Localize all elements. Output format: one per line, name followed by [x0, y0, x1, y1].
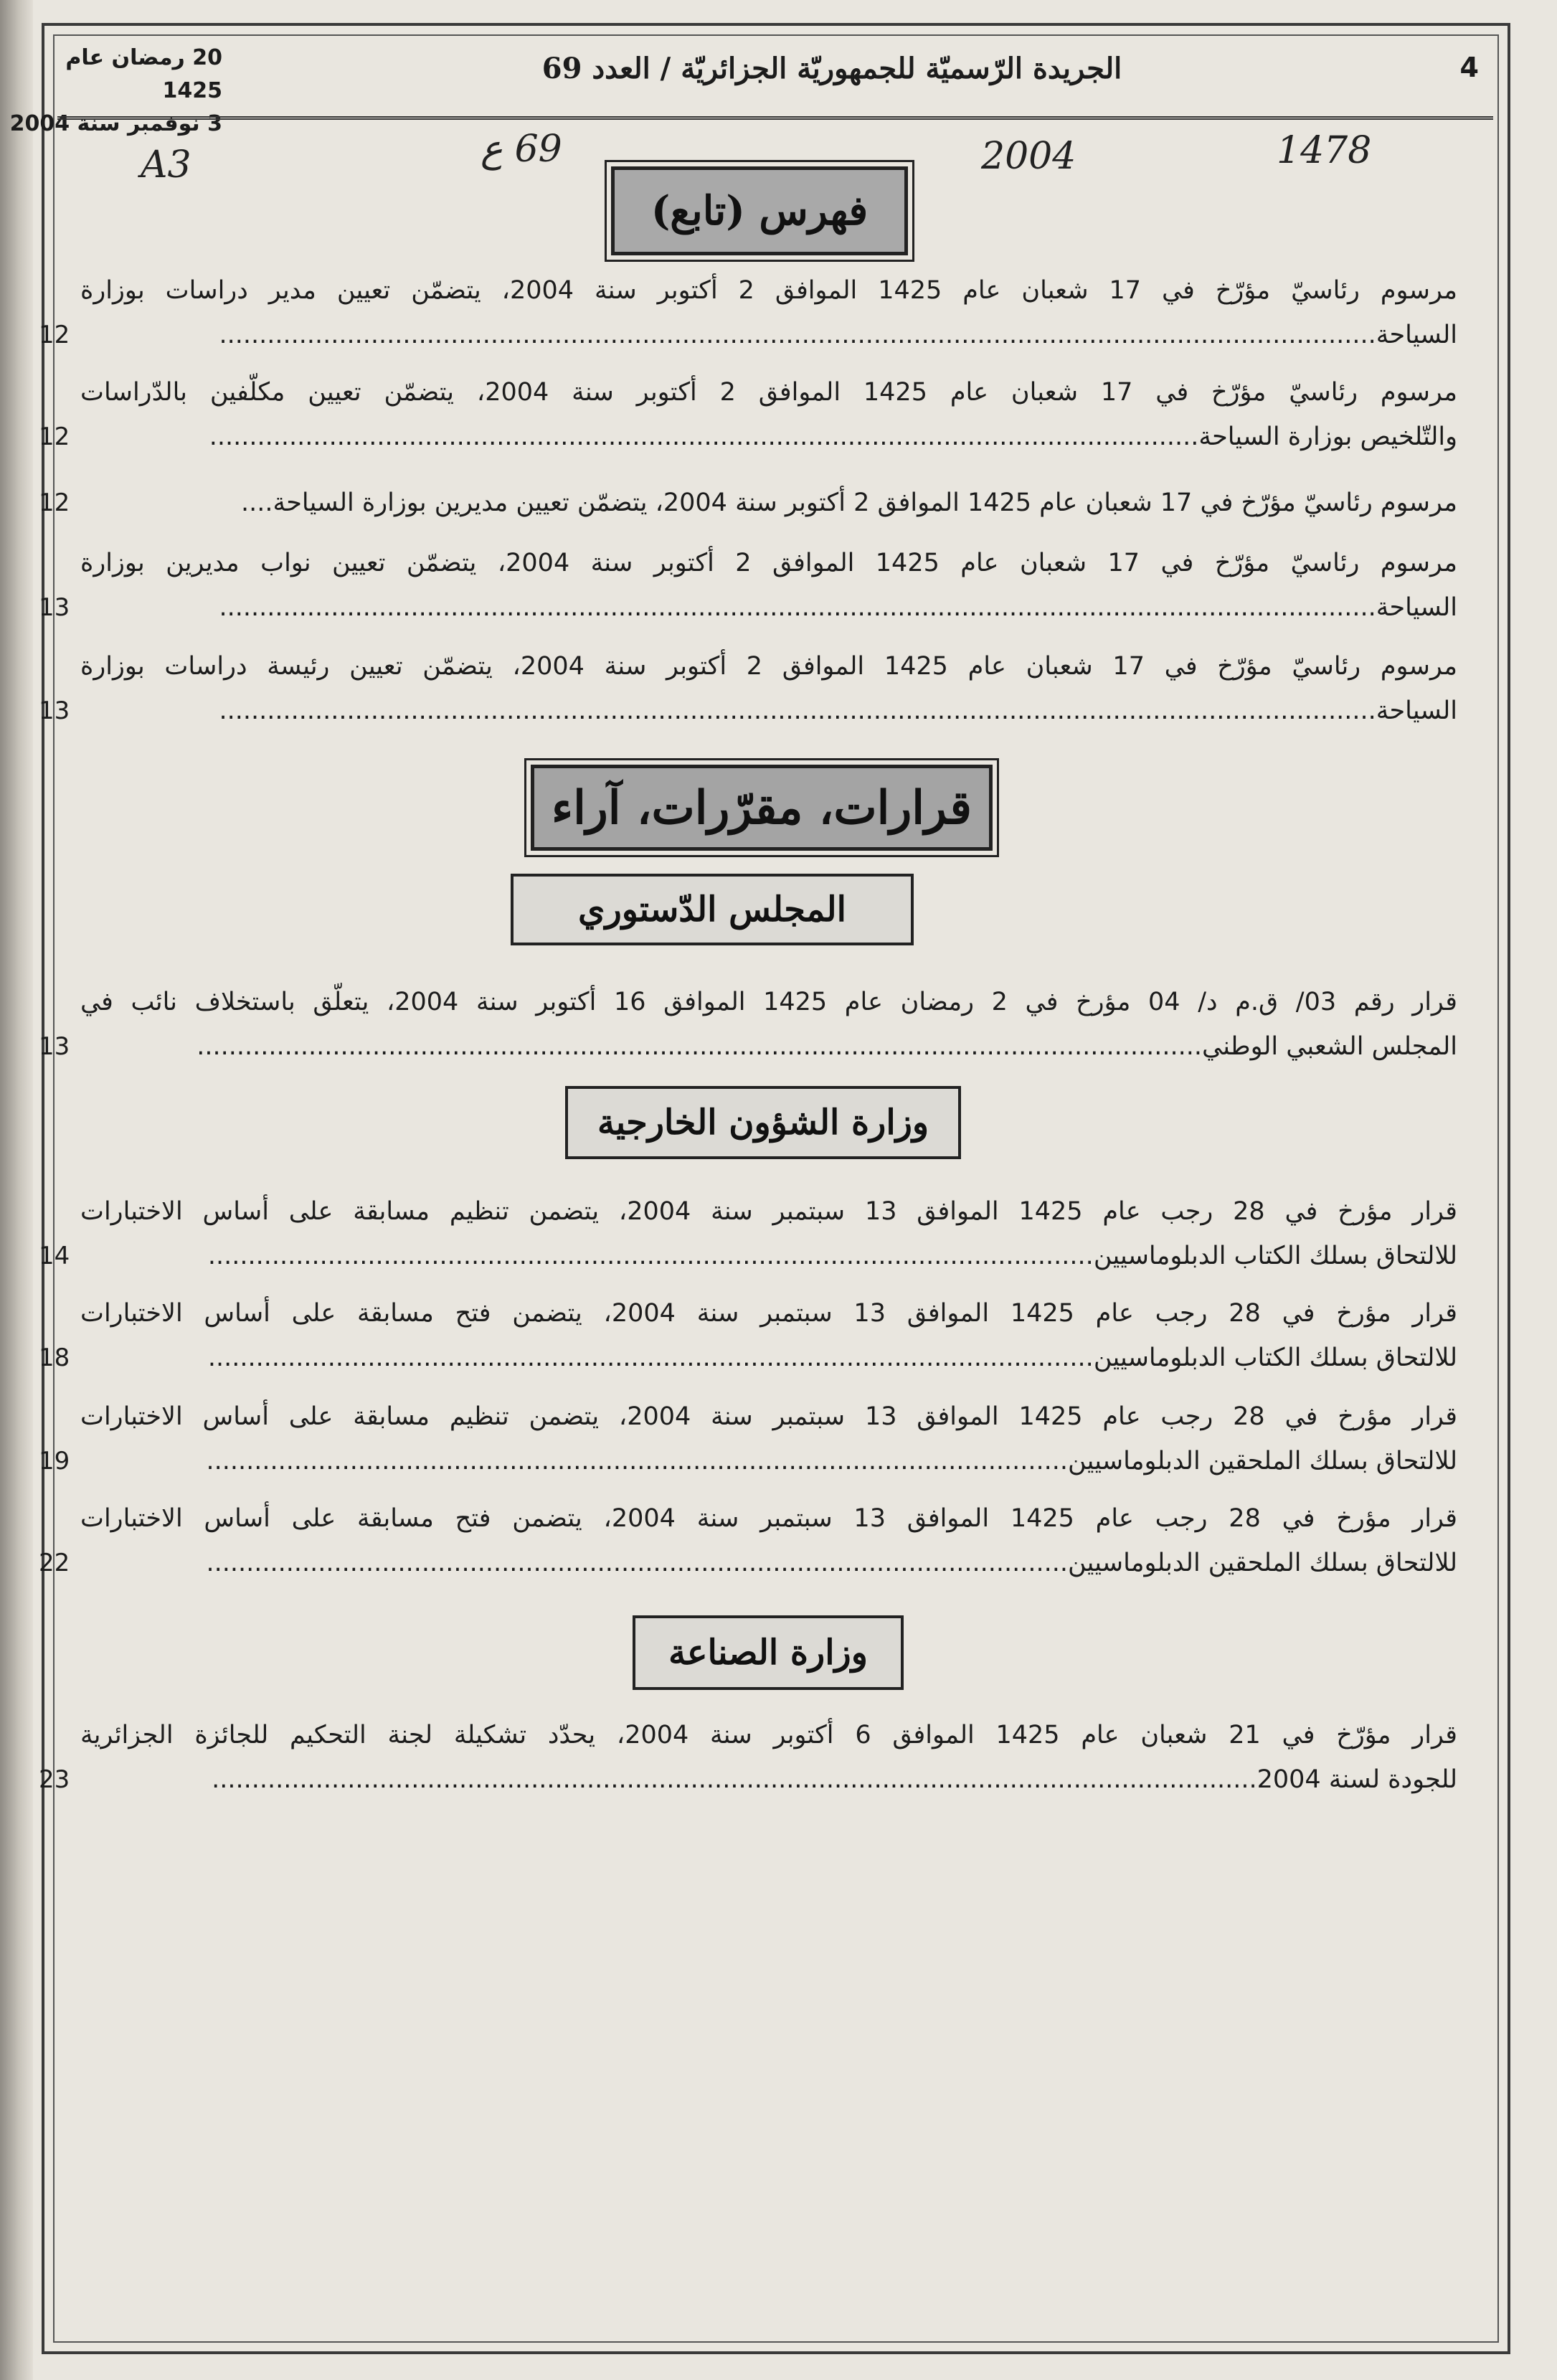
section-foreign-box [565, 1086, 961, 1159]
binding-spine [0, 0, 33, 2380]
entry-page: 14 [39, 1242, 70, 1270]
header-title: الجريدة الرّسميّة للجمهوريّة الجزائريّة / العدد 69 [541, 52, 1122, 85]
entry-line2-text: السياحة [1376, 593, 1457, 622]
entry-line2-text: المجلس الشعبي الوطني [1202, 1032, 1457, 1061]
leader-dots: ............................................................................................................ [206, 1549, 1068, 1577]
page-header [0, 42, 1557, 136]
header-page-number: 4 [1459, 52, 1479, 83]
index-title-box [611, 166, 908, 255]
handwritten-a3: A3 [141, 143, 191, 186]
leader-dots: .............................................................................................................................. [197, 1032, 1203, 1061]
entry-line1: قرار مؤرخ في 28 رجب عام 1425 الموافق 13 سبتمبر سنة 2004، يتضمن تنظيم مسابقة على أساس الاختبارات [80, 1197, 1458, 1226]
header-rule [57, 116, 1493, 120]
handwritten-year: 2004 [981, 135, 1076, 178]
section-industry-box [633, 1615, 904, 1690]
entry-line2 [197, 1029, 1457, 1064]
entry-line2 [208, 1238, 1457, 1274]
leader-dots: ................................................................................................................................... [212, 1765, 1257, 1794]
entry-line2-text: للالتحاق بسلك الكتاب الدبلوماسيين [1093, 1344, 1457, 1372]
entry-line1: قرار مؤرخ في 28 رجب عام 1425 الموافق 13 سبتمبر سنة 2004، يتضمن فتح مسابقة على أساس الاختبارات [80, 1299, 1458, 1328]
entry-page: 18 [39, 1344, 70, 1372]
entry-line2-text: للجودة لسنة 2004 [1257, 1765, 1457, 1794]
entry-line1: قرار رقم 03/ ق.م د/ 04 مؤرخ في 2 رمضان عام 1425 الموافق 16 أكتوبر سنة 2004، يتعلّق باستخلاف نائب في [80, 988, 1457, 1016]
section-industry-title: وزارة الصناعة [668, 1633, 868, 1673]
entry-line1: قرار مؤرخ في 28 رجب عام 1425 الموافق 13 سبتمبر سنة 2004، يتضمن فتح مسابقة على أساس الاختبارات [80, 1504, 1458, 1533]
entry-line2 [209, 419, 1457, 455]
entry-line1: مرسوم رئاسيّ مؤرّخ في 17 شعبان عام 1425 الموافق 2 أكتوبر سنة 2004، يتضمّن تعيين مكلّفين بالدّراسات [80, 378, 1457, 407]
entry-line2-text: السياحة [1376, 321, 1457, 349]
entry-page: 23 [39, 1765, 70, 1794]
index-title: فهرس (تابع) [650, 187, 869, 235]
section-decisions-box [531, 765, 993, 851]
entry-page: 12 [39, 422, 70, 451]
entry-page: 13 [39, 593, 70, 622]
section-council-box [511, 874, 914, 945]
entry-line2 [208, 1340, 1457, 1376]
handwritten-issue: 69 ع [481, 128, 562, 171]
entry-line2 [212, 1762, 1457, 1798]
entry-line1: مرسوم رئاسيّ مؤرّخ في 17 شعبان عام 1425 الموافق 2 أكتوبر سنة 2004، يتضمّن تعيين رئيسة دراسات بوزارة [80, 652, 1457, 681]
leader-dots: ................................................................................................................................................. [219, 321, 1376, 349]
entry-line2 [219, 590, 1457, 625]
entry-line2 [206, 1443, 1457, 1479]
entry-line1: مرسوم رئاسيّ مؤرّخ في 17 شعبان عام 1425 الموافق 2 أكتوبر سنة 2004، يتضمّن تعيين نواب مديرين بوزارة [80, 549, 1457, 577]
entry-line1: قرار مؤرخ في 28 رجب عام 1425 الموافق 13 سبتمبر سنة 2004، يتضمن تنظيم مسابقة على أساس الاختبارات [80, 1402, 1458, 1431]
entry-line2 [206, 1545, 1457, 1581]
header-date-hijri: 20 رمضان عام 1425 [65, 45, 222, 103]
header-date-gregorian: 3 نوفمبر سنة 2004 [9, 111, 222, 136]
entry-page: 13 [39, 696, 70, 725]
entry-line1: مرسوم رئاسيّ مؤرّخ في 17 شعبان عام 1425 الموافق 2 أكتوبر سنة 2004، يتضمّن تعيين مدير دراسات بوزارة [80, 276, 1457, 305]
section-decisions-title: قرارات، مقرّرات، آراء [552, 780, 972, 835]
header-dates [7, 42, 222, 141]
entry-line1: مرسوم رئاسيّ مؤرّخ في 17 شعبان عام 1425 الموافق 2 أكتوبر سنة 2004، يتضمّن تعيين مديرين بوزارة السياحة.... [241, 488, 1457, 517]
leader-dots: ............................................................................................................... [207, 1242, 1094, 1270]
section-council-title: المجلس الدّستوري [578, 889, 846, 930]
entry-page: 13 [39, 1032, 70, 1061]
entry-page: 12 [39, 488, 70, 517]
entry-line2 [219, 693, 1457, 729]
leader-dots: ............................................................................................................... [207, 1344, 1094, 1372]
entry-line2-text: والتّلخيص بوزارة السياحة [1198, 422, 1457, 451]
leader-dots: ............................................................................................................................ [209, 422, 1199, 451]
entry-page: 22 [39, 1549, 70, 1577]
entry-line1: قرار مؤرّخ في 21 شعبان عام 1425 الموافق 6 أكتوبر سنة 2004، يحدّد تشكيلة لجنة التحكيم للجائزة الجزائرية [80, 1721, 1457, 1749]
entry-line2 [219, 317, 1457, 353]
entry-line2-text: السياحة [1376, 696, 1457, 725]
leader-dots: ............................................................................................................ [206, 1447, 1068, 1475]
entry-page: 12 [39, 321, 70, 349]
leader-dots: ................................................................................................................................................. [219, 696, 1376, 725]
section-foreign-title: وزارة الشؤون الخارجية [597, 1102, 929, 1143]
entry-page: 19 [39, 1447, 70, 1475]
entry-line2-text: للالتحاق بسلك الكتاب الدبلوماسيين [1093, 1242, 1457, 1270]
entry-line2-text: للالتحاق بسلك الملحقين الدبلوماسيين [1068, 1447, 1457, 1475]
entry-line2-text: للالتحاق بسلك الملحقين الدبلوماسيين [1068, 1549, 1457, 1577]
handwritten-number: 1478 [1277, 129, 1372, 172]
leader-dots: ................................................................................................................................................. [219, 593, 1376, 622]
